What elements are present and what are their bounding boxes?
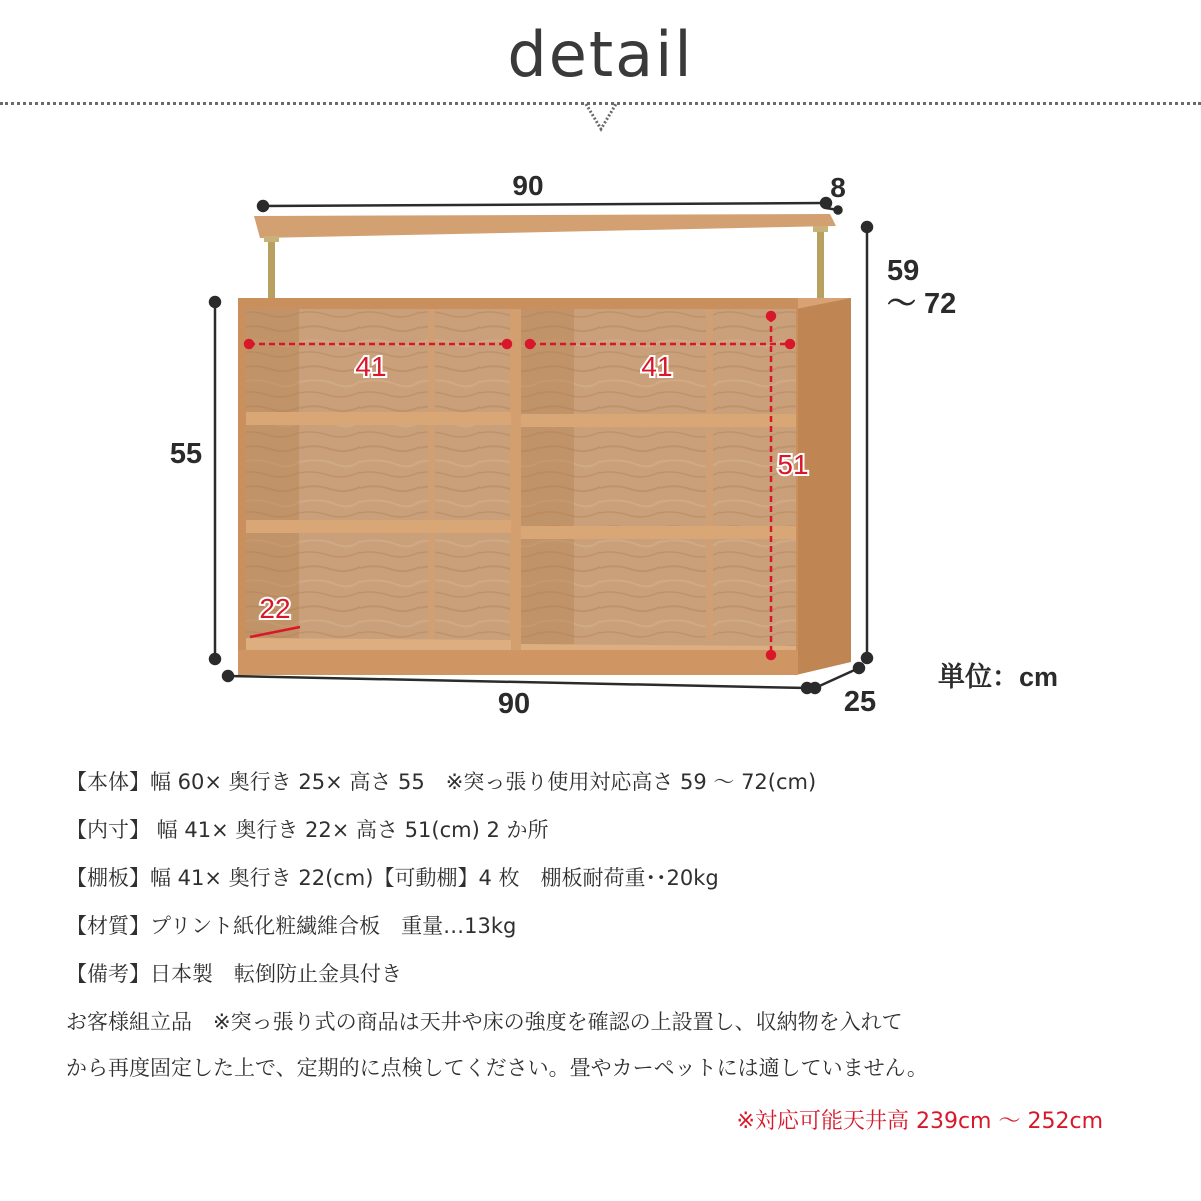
inner-depth-label: 22 [259,593,291,624]
spec-inner: 【内寸】 幅 41× 奥行き 22× 高さ 51(cm) 2 か所 [66,818,549,842]
page-title: detail [507,18,694,91]
bottom-depth-label: 25 [843,686,877,718]
spec-body: 【本体】幅 60× 奥行き 25× 高さ 55 ※突っ張り使用対応高さ 59 〜 72(cm) [66,770,817,794]
bottom-width-label: 90 [497,688,531,720]
body-height-label: 55 [169,438,203,470]
spec-notes: 【備考】日本製 転倒防止金具付き [66,962,402,986]
top-width-label: 90 [512,170,544,201]
inner-height-label: 51 [777,449,809,480]
unit-label: 単位：cm [937,662,1058,692]
spec-assembly-2: から再度固定した上で、定期的に点検してください。畳やカーペットには適していません。 [66,1056,928,1080]
spec-shelf: 【棚板】幅 41× 奥行き 22(cm)【可動棚】4 枚 棚板耐荷重･･20kg [66,866,719,890]
shelf-body [238,298,851,675]
spec-assembly-1: お客様組立品 ※突っ張り式の商品は天井や床の強度を確認の上設置し、収納物を入れて [66,1010,903,1034]
inner-width-left-label: 41 [355,351,387,382]
spec-list [66,768,1156,1100]
tension-height-min-label: 59 [887,255,920,287]
top-depth-label: 8 [830,172,846,203]
tension-height-max-label: 〜 72 [887,288,957,320]
spec-material: 【材質】プリント紙化粧繊維合板 重量…13kg [66,914,517,938]
tension-board [254,214,836,298]
ceiling-height-note: ※対応可能天井高 239cm 〜 252cm [736,1109,1103,1134]
inner-width-right-label: 41 [641,351,673,382]
